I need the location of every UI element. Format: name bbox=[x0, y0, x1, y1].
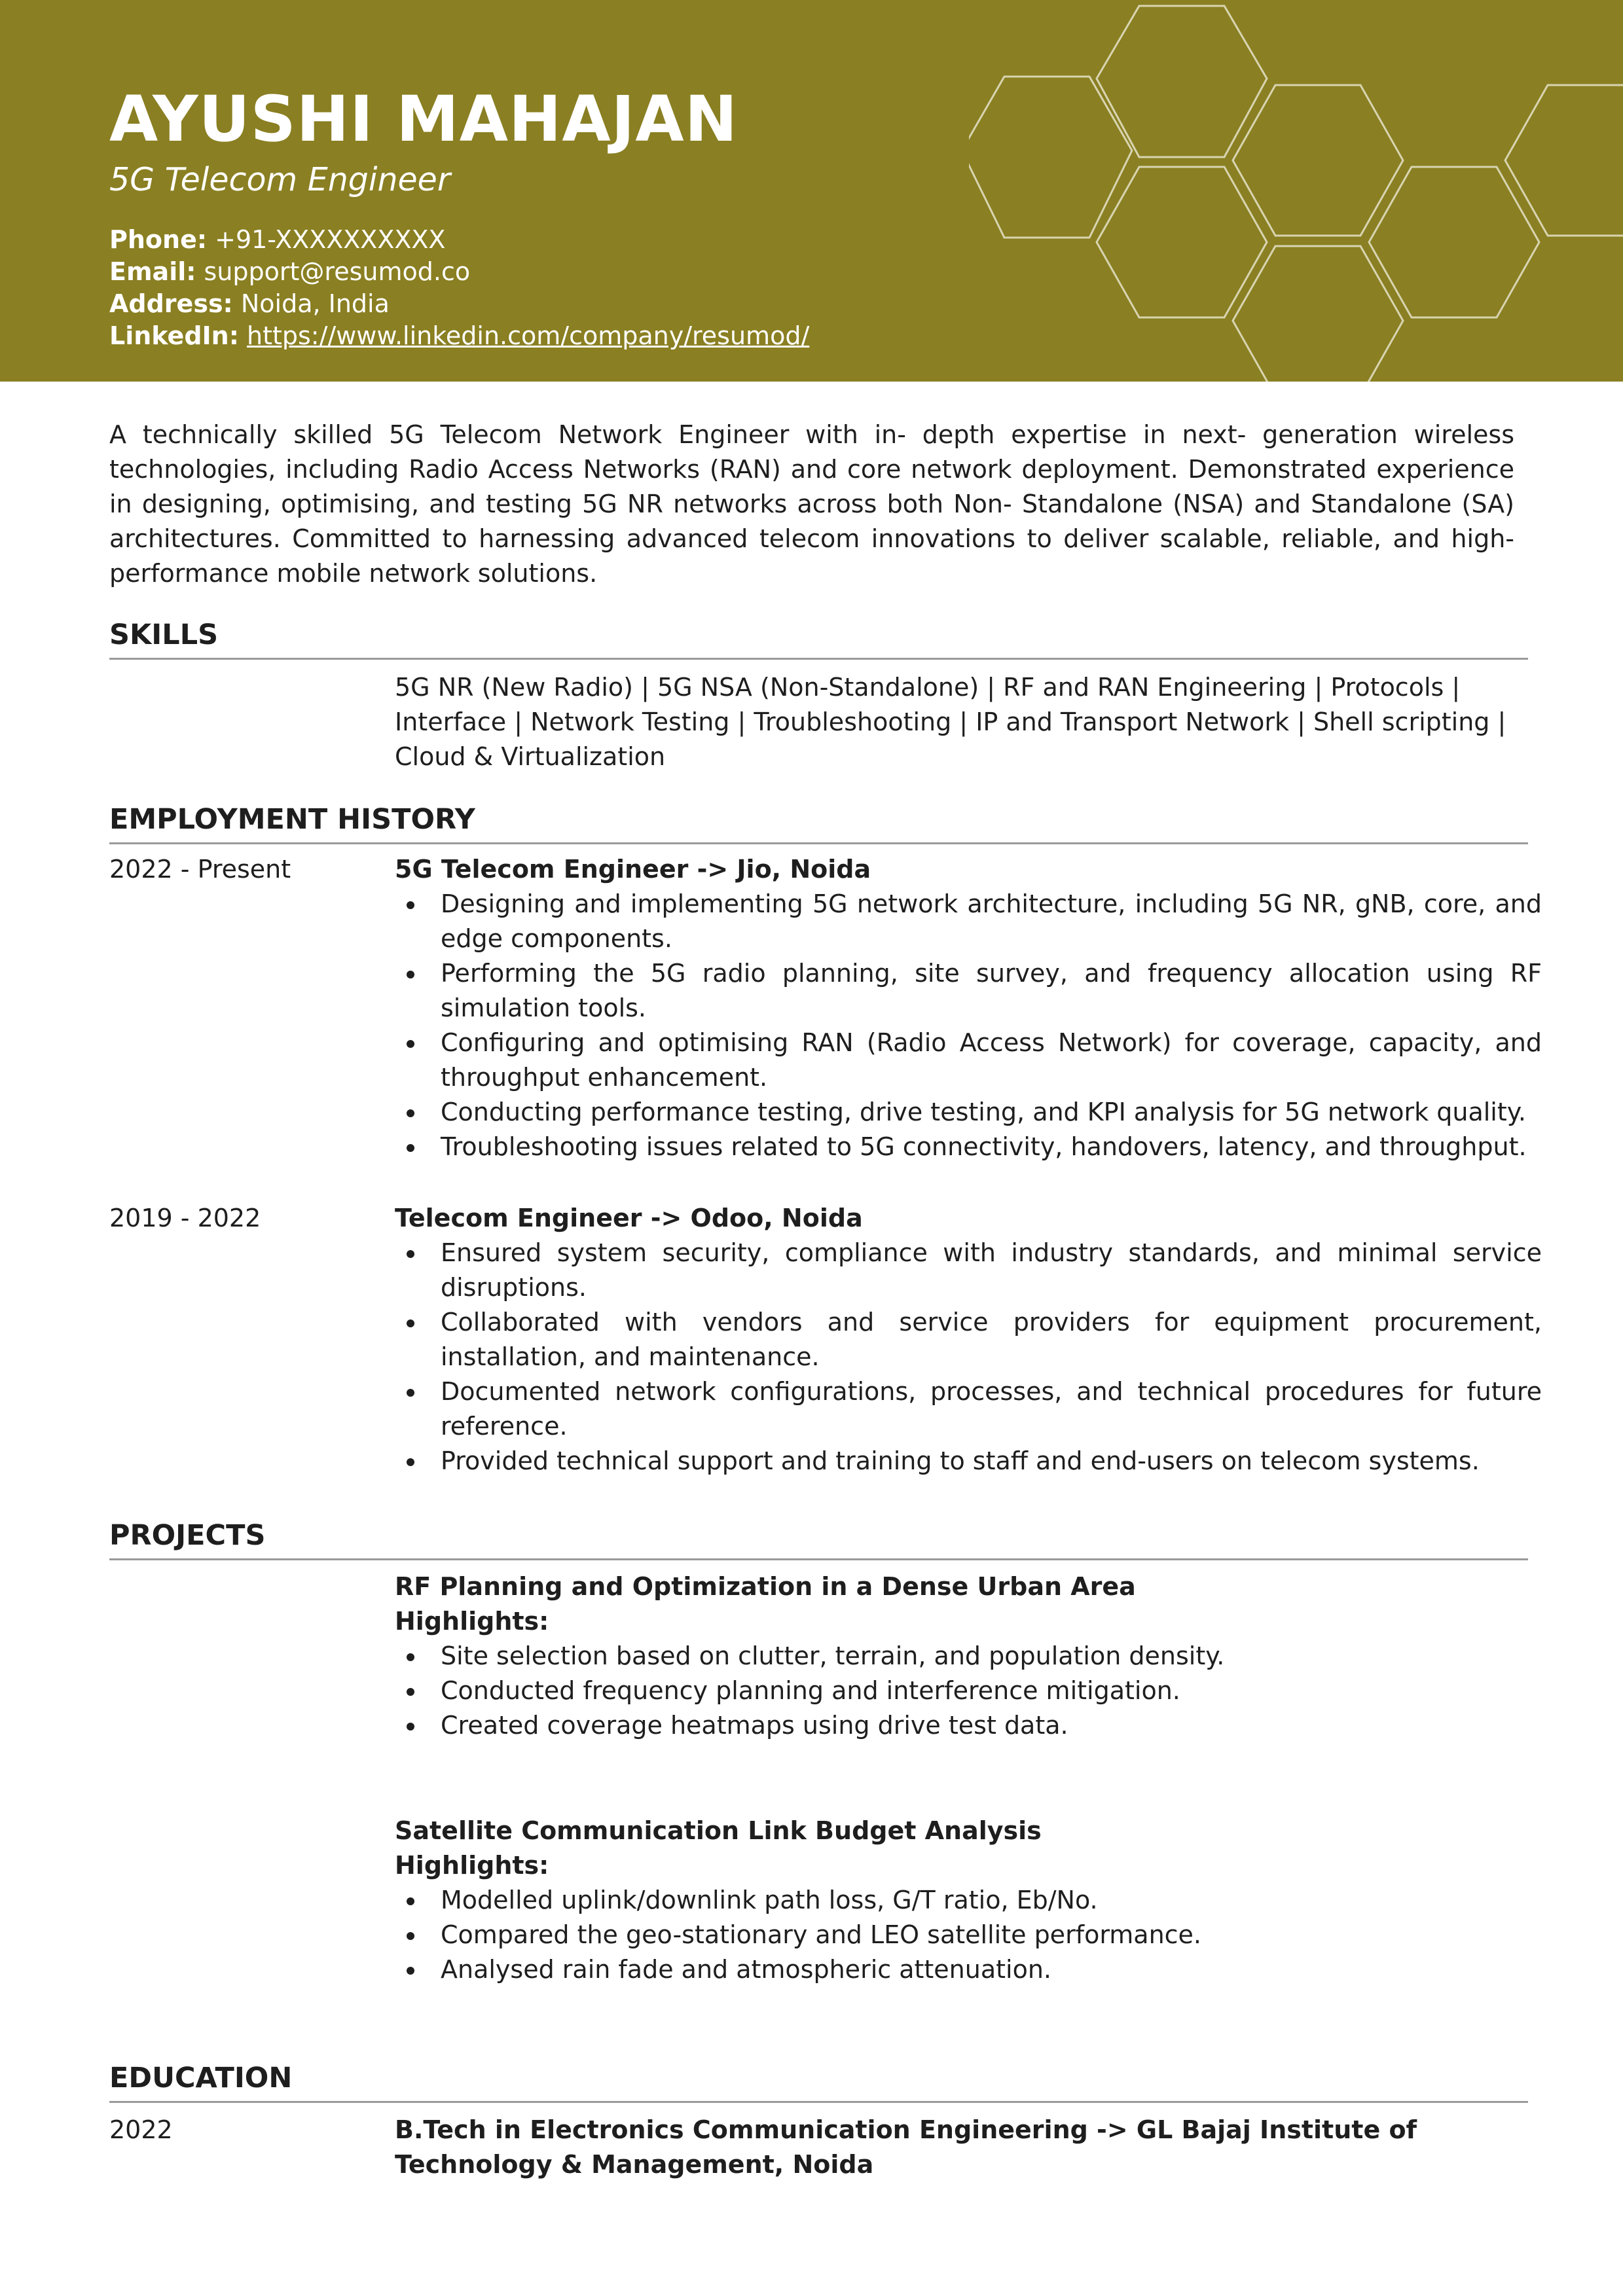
list-item: Modelled uplink/downlink path loss, G/T ratio, Eb/No. bbox=[441, 1883, 1542, 1918]
list-item: Collaborated with vendors and service providers for equipment procurement, installation, and maintenance. bbox=[441, 1305, 1542, 1374]
job-title: 5G Telecom Engineer bbox=[109, 161, 450, 198]
list-item: Provided technical support and training to staff and end-users on telecom systems. bbox=[441, 1444, 1542, 1479]
hexagon-shape bbox=[1233, 85, 1403, 236]
job-role: Telecom Engineer -> Odoo, Noida bbox=[395, 1204, 863, 1232]
profile-summary: A technically skilled 5G Telecom Network Engineer with in- depth expertise in next- generation wireless technologies, including Radio Access Networks (RAN) and core network deployment. Demonstrated experience in designing, optimising, and testing 5G NR networks across both Non- Standalone (NSA) and Standalone (SA) architectures. Committed to harnessing advanced telecom innovations to deliver scalable, reliable, and high-performance mobile network solutions. bbox=[109, 420, 1514, 588]
skills-heading: SKILLS bbox=[109, 619, 1528, 660]
list-item: Conducting performance testing, drive testing, and KPI analysis for 5G network quality. bbox=[441, 1095, 1542, 1130]
email-value: support@resumod.co bbox=[196, 257, 471, 286]
contact-address bbox=[109, 288, 809, 320]
project-entry bbox=[395, 1570, 1542, 1743]
job-entry bbox=[395, 1201, 1542, 1479]
highlights-label: Highlights: bbox=[395, 1851, 549, 1880]
list-item: Analysed rain fade and atmospheric attenuation. bbox=[441, 1952, 1542, 1987]
phone-value: +91-XXXXXXXXXX bbox=[207, 225, 446, 254]
contact-email bbox=[109, 256, 809, 288]
contact-label: LinkedIn: bbox=[109, 321, 239, 350]
contact-label: Phone: bbox=[109, 225, 208, 254]
education-year: 2022 bbox=[109, 2115, 173, 2144]
list-item: Ensured system security, compliance with industry standards, and minimal service disruptions. bbox=[441, 1236, 1542, 1305]
hexagon-shape bbox=[1233, 246, 1403, 382]
project-bullets bbox=[395, 1883, 1542, 1987]
header-band bbox=[0, 0, 1623, 382]
projects-heading: PROJECTS bbox=[109, 1519, 1528, 1560]
address-value: Noida, India bbox=[232, 289, 390, 318]
job-bullets bbox=[395, 1236, 1542, 1479]
hexagon-pattern-decoration bbox=[969, 0, 1623, 382]
hexagon-shape bbox=[1369, 167, 1539, 317]
list-item: Conducted frequency planning and interference mitigation. bbox=[441, 1674, 1542, 1708]
project-bullets bbox=[395, 1639, 1542, 1743]
linkedin-link[interactable]: https://www.linkedin.com/company/resumod/ bbox=[247, 321, 810, 350]
list-item: Created coverage heatmaps using drive test data. bbox=[441, 1708, 1542, 1743]
job-dates: 2022 - Present bbox=[109, 855, 291, 884]
contact-linkedin bbox=[109, 320, 809, 352]
contact-block bbox=[109, 224, 809, 352]
contact-label: Address: bbox=[109, 289, 233, 318]
contact-label: Email: bbox=[109, 257, 196, 286]
job-dates: 2019 - 2022 bbox=[109, 1204, 261, 1232]
list-item: Documented network configurations, processes, and technical procedures for future reference. bbox=[441, 1374, 1542, 1444]
list-item: Designing and implementing 5G network architecture, including 5G NR, gNB, core, and edge components. bbox=[441, 887, 1542, 956]
highlights-label: Highlights: bbox=[395, 1607, 549, 1636]
education-degree: B.Tech in Electronics Communication Engineering -> GL Bajaj Institute of Technology & Management, Noida bbox=[395, 2115, 1417, 2179]
list-item: Troubleshooting issues related to 5G connectivity, handovers, latency, and throughput. bbox=[441, 1130, 1542, 1164]
hexagon-shape bbox=[1097, 167, 1267, 317]
list-item: Performing the 5G radio planning, site survey, and frequency allocation using RF simulation tools. bbox=[441, 956, 1542, 1026]
list-item: Compared the geo-stationary and LEO satellite performance. bbox=[441, 1918, 1542, 1952]
contact-phone bbox=[109, 224, 809, 256]
job-bullets bbox=[395, 887, 1542, 1164]
job-entry bbox=[395, 852, 1542, 1164]
employment-heading: EMPLOYMENT HISTORY bbox=[109, 803, 1528, 844]
job-role: 5G Telecom Engineer -> Jio, Noida bbox=[395, 855, 871, 884]
project-title: Satellite Communication Link Budget Analysis bbox=[395, 1816, 1042, 1845]
candidate-name: AYUSHI MAHAJAN bbox=[109, 82, 739, 156]
project-entry bbox=[395, 1814, 1542, 1987]
list-item: Site selection based on clutter, terrain, and population density. bbox=[441, 1639, 1542, 1674]
education-heading: EDUCATION bbox=[109, 2062, 1528, 2103]
project-title: RF Planning and Optimization in a Dense Urban Area bbox=[395, 1572, 1136, 1601]
hexagon-shape bbox=[969, 77, 1132, 238]
skills-list: 5G NR (New Radio) | 5G NSA (Non-Standalone) | RF and RAN Engineering | Protocols | Interface | Network Testing | Troubleshooting | IP and Transport Network | Shell scripting | Cloud & Virtualization bbox=[395, 673, 1506, 771]
list-item: Configuring and optimising RAN (Radio Access Network) for coverage, capacity, and throughput enhancement. bbox=[441, 1026, 1542, 1095]
